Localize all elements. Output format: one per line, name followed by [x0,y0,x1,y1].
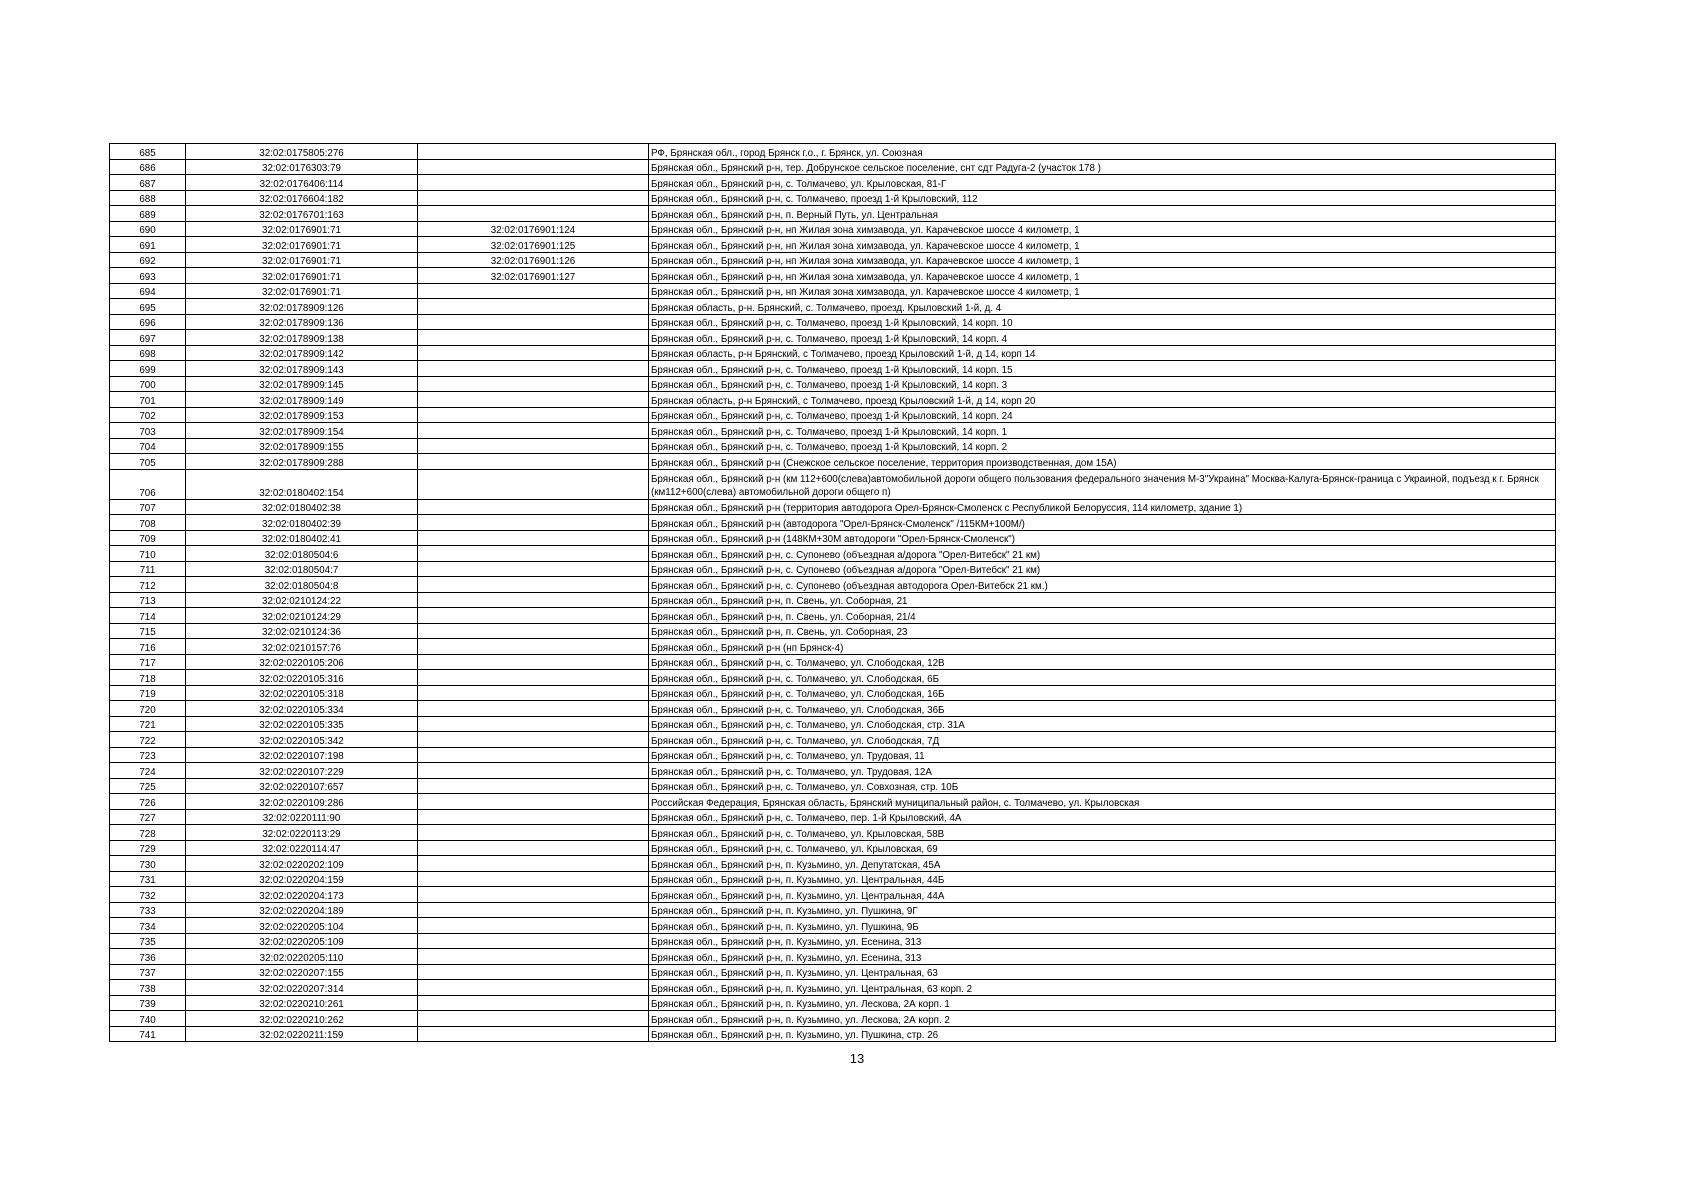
sub-object-number-cell [418,144,649,160]
sub-object-number-cell [418,747,649,763]
table-row [110,159,1556,175]
cadastral-number-cell: 32:02:0176604:182 [186,190,418,206]
table-row [110,639,1556,655]
address-cell: Брянская обл., Брянский р-н, п. Кузьмино, ул. Лескова, 2А корп. 2 [649,1011,1556,1027]
table-row [110,608,1556,624]
sub-object-number-cell [418,732,649,748]
cadastral-number-cell: 32:02:0178909:126 [186,299,418,315]
sub-object-number-cell [418,361,649,377]
row-number-cell: 730 [110,856,186,872]
table-row [110,654,1556,670]
table-row [110,469,1556,499]
sub-object-number-cell [418,499,649,515]
table-row [110,949,1556,965]
cadastral-number-cell: 32:02:0180402:38 [186,499,418,515]
sub-object-number-cell: 32:02:0176901:124 [418,221,649,237]
sub-object-number-cell [418,902,649,918]
table-row [110,175,1556,191]
row-number-cell: 688 [110,190,186,206]
cadastral-number-cell: 32:02:0210124:22 [186,592,418,608]
table-row [110,902,1556,918]
cadastral-number-cell: 32:02:0176901:71 [186,221,418,237]
table-row [110,747,1556,763]
address-cell: Брянская обл., Брянский р-н, п. Кузьмино, ул. Пушкина, 9Б [649,918,1556,934]
address-cell: Брянская обл., Брянский р-н (нп Брянск-4) [649,639,1556,655]
table-row [110,856,1556,872]
address-cell: Брянская обл., Брянский р-н, п. Свень, ул. Соборная, 23 [649,623,1556,639]
cadastral-number-cell: 32:02:0180504:8 [186,577,418,593]
cadastral-number-cell: 32:02:0176406:114 [186,175,418,191]
cadastral-number-cell: 32:02:0178909:142 [186,345,418,361]
row-number-cell: 693 [110,268,186,284]
address-cell: Брянская обл., Брянский р-н, с. Толмачево, ул. Слободская, 36Б [649,701,1556,717]
table-row [110,1011,1556,1027]
row-number-cell: 723 [110,747,186,763]
address-cell: Брянская обл., Брянский р-н, с. Толмачево, ул. Трудовая, 12А [649,763,1556,779]
table-row [110,716,1556,732]
sub-object-number-cell [418,392,649,408]
sub-object-number-cell [418,454,649,470]
table-row [110,221,1556,237]
row-number-cell: 731 [110,871,186,887]
sub-object-number-cell [418,190,649,206]
address-cell: Брянская обл., Брянский р-н, с. Толмачево, проезд 1-й Крыловский, 112 [649,190,1556,206]
sub-object-number-cell [418,608,649,624]
table-row [110,964,1556,980]
sub-object-number-cell: 32:02:0176901:127 [418,268,649,284]
row-number-cell: 734 [110,918,186,934]
cadastral-number-cell: 32:02:0220205:104 [186,918,418,934]
address-cell: Брянская обл., Брянский р-н (Снежское сельское поселение, территория производственная, дом 15А) [649,454,1556,470]
cadastral-number-cell: 32:02:0220204:159 [186,871,418,887]
table-row [110,561,1556,577]
address-cell: Брянская область, р-н Брянский, с Толмачево, проезд Крыловский 1-й, д 14, корп 20 [649,392,1556,408]
sub-object-number-cell [418,345,649,361]
table-row [110,825,1556,841]
cadastral-number-cell: 32:02:0220204:173 [186,887,418,903]
address-cell: Брянская обл., Брянский р-н, п. Кузьмино, ул. Пушкина, 9Г [649,902,1556,918]
row-number-cell: 736 [110,949,186,965]
cadastral-number-cell: 32:02:0178909:288 [186,454,418,470]
sub-object-number-cell [418,1011,649,1027]
sub-object-number-cell [418,887,649,903]
sub-object-number-cell [418,407,649,423]
cadastral-number-cell: 32:02:0180504:7 [186,561,418,577]
sub-object-number-cell [418,314,649,330]
address-cell: Российская Федерация, Брянская область, Брянский муниципальный район, с. Толмачево, ул. Крыловская [649,794,1556,810]
table-row [110,592,1556,608]
address-cell: Брянская обл., Брянский р-н, нп Жилая зона химзавода, ул. Карачевское шоссе 4 километр, 1 [649,283,1556,299]
sub-object-number-cell [418,623,649,639]
cadastral-number-cell: 32:02:0220205:109 [186,933,418,949]
cadastral-number-cell: 32:02:0210157:76 [186,639,418,655]
cadastral-number-cell: 32:02:0220105:342 [186,732,418,748]
cadastral-number-cell: 32:02:0178909:145 [186,376,418,392]
table-row [110,778,1556,794]
address-cell: Брянская обл., Брянский р-н, нп Жилая зона химзавода, ул. Карачевское шоссе 4 километр, 1 [649,252,1556,268]
row-number-cell: 717 [110,654,186,670]
address-cell: РФ, Брянская обл., город Брянск г.о., г. Брянск, ул. Союзная [649,144,1556,160]
address-cell: Брянская обл., Брянский р-н, п. Кузьмино, ул. Есенина, 313 [649,933,1556,949]
sub-object-number-cell: 32:02:0176901:125 [418,237,649,253]
table-row [110,623,1556,639]
sub-object-number-cell [418,825,649,841]
row-number-cell: 720 [110,701,186,717]
table-row [110,530,1556,546]
row-number-cell: 732 [110,887,186,903]
sub-object-number-cell [418,701,649,717]
sub-object-number-cell [418,577,649,593]
table-row [110,546,1556,562]
cadastral-number-cell: 32:02:0220114:47 [186,840,418,856]
cadastral-number-cell: 32:02:0220105:206 [186,654,418,670]
row-number-cell: 735 [110,933,186,949]
table-row [110,577,1556,593]
sub-object-number-cell [418,794,649,810]
sub-object-number-cell [418,778,649,794]
cadastral-number-cell: 32:02:0220204:189 [186,902,418,918]
table-row [110,252,1556,268]
cadastral-number-cell: 32:02:0220105:335 [186,716,418,732]
address-cell: Брянская обл., Брянский р-н, с. Толмачево, ул. Слободская, 7Д [649,732,1556,748]
row-number-cell: 685 [110,144,186,160]
address-cell: Брянская обл., Брянский р-н, с. Толмачево, ул. Слободская, 16Б [649,685,1556,701]
sub-object-number-cell [418,438,649,454]
cadastral-table-body [110,144,1556,1042]
row-number-cell: 729 [110,840,186,856]
cadastral-number-cell: 32:02:0176303:79 [186,159,418,175]
row-number-cell: 699 [110,361,186,377]
row-number-cell: 739 [110,995,186,1011]
sub-object-number-cell [418,871,649,887]
sub-object-number-cell [418,592,649,608]
address-cell: Брянская обл., Брянский р-н, с. Толмачево, ул. Крыловская, 69 [649,840,1556,856]
address-cell: Брянская обл., Брянский р-н, п. Кузьмино, ул. Есенина, 313 [649,949,1556,965]
row-number-cell: 733 [110,902,186,918]
page-number: 13 [849,1051,865,1066]
row-number-cell: 687 [110,175,186,191]
sub-object-number-cell [418,206,649,222]
sub-object-number-cell [418,283,649,299]
row-number-cell: 727 [110,809,186,825]
cadastral-number-cell: 32:02:0220105:316 [186,670,418,686]
table-row [110,314,1556,330]
cadastral-number-cell: 32:02:0210124:29 [186,608,418,624]
cadastral-table [109,143,1556,1042]
sub-object-number-cell [418,376,649,392]
address-cell: Брянская обл., Брянский р-н, с. Толмачево, ул. Слободская, 12В [649,654,1556,670]
table-row [110,407,1556,423]
table-row [110,330,1556,346]
table-row [110,206,1556,222]
address-cell: Брянская обл., Брянский р-н, п. Кузьмино, ул. Депутатская, 45А [649,856,1556,872]
sub-object-number-cell [418,299,649,315]
sub-object-number-cell [418,670,649,686]
row-number-cell: 724 [110,763,186,779]
row-number-cell: 689 [110,206,186,222]
row-number-cell: 728 [110,825,186,841]
row-number-cell: 710 [110,546,186,562]
sub-object-number-cell [418,423,649,439]
table-row [110,1026,1556,1042]
cadastral-number-cell: 32:02:0175805:276 [186,144,418,160]
row-number-cell: 704 [110,438,186,454]
sub-object-number-cell: 32:02:0176901:126 [418,252,649,268]
cadastral-number-cell: 32:02:0220107:229 [186,763,418,779]
sub-object-number-cell [418,933,649,949]
address-cell: Брянская обл., Брянский р-н, п. Кузьмино, ул. Пушкина, стр. 26 [649,1026,1556,1042]
address-cell: Брянская обл., Брянский р-н, п. Свень, ул. Соборная, 21/4 [649,608,1556,624]
address-cell: Брянская обл., Брянский р-н (148КМ+30М автодороги "Орел-Брянск-Смоленск") [649,530,1556,546]
cadastral-number-cell: 32:02:0178909:143 [186,361,418,377]
cadastral-number-cell: 32:02:0220205:110 [186,949,418,965]
address-cell: Брянская обл., Брянский р-н (территория автодорога Орел-Брянск-Смоленск с Республикой Белоруссия, 114 километр, здание 1) [649,499,1556,515]
table-row [110,268,1556,284]
sub-object-number-cell [418,515,649,531]
address-cell: Брянская обл., Брянский р-н, с. Толмачево, проезд 1-й Крыловский, 14 корп. 15 [649,361,1556,377]
cadastral-number-cell: 32:02:0180402:41 [186,530,418,546]
row-number-cell: 692 [110,252,186,268]
cadastral-number-cell: 32:02:0178909:153 [186,407,418,423]
table-row [110,299,1556,315]
address-cell: Брянская обл., Брянский р-н, с. Толмачево, ул. Слободская, 6Б [649,670,1556,686]
address-cell: Брянская обл., Брянский р-н, нп Жилая зона химзавода, ул. Карачевское шоссе 4 километр, 1 [649,237,1556,253]
address-cell: Брянская область, р-н. Брянский, с. Толмачево, проезд. Крыловский 1-й, д. 4 [649,299,1556,315]
row-number-cell: 719 [110,685,186,701]
cadastral-number-cell: 32:02:0180402:154 [186,469,418,499]
row-number-cell: 695 [110,299,186,315]
cadastral-number-cell: 32:02:0176901:71 [186,283,418,299]
cadastral-number-cell: 32:02:0220109:286 [186,794,418,810]
cadastral-number-cell: 32:02:0178909:149 [186,392,418,408]
cadastral-number-cell: 32:02:0220202:109 [186,856,418,872]
row-number-cell: 718 [110,670,186,686]
row-number-cell: 694 [110,283,186,299]
address-cell: Брянская обл., Брянский р-н, нп Жилая зона химзавода, ул. Карачевское шоссе 4 километр, 1 [649,268,1556,284]
row-number-cell: 707 [110,499,186,515]
cadastral-number-cell: 32:02:0220105:334 [186,701,418,717]
address-cell: Брянская область, р-н Брянский, с Толмачево, проезд Крыловский 1-й, д 14, корп 14 [649,345,1556,361]
cadastral-number-cell: 32:02:0178909:154 [186,423,418,439]
sub-object-number-cell [418,716,649,732]
cadastral-number-cell: 32:02:0220210:262 [186,1011,418,1027]
sub-object-number-cell [418,763,649,779]
table-row [110,376,1556,392]
row-number-cell: 713 [110,592,186,608]
address-cell: Брянская обл., Брянский р-н, с. Толмачево, проезд 1-й Крыловский, 14 корп. 2 [649,438,1556,454]
row-number-cell: 726 [110,794,186,810]
table-row [110,685,1556,701]
sub-object-number-cell [418,809,649,825]
cadastral-number-cell: 32:02:0176901:71 [186,268,418,284]
row-number-cell: 716 [110,639,186,655]
address-cell: Брянская обл., Брянский р-н, п. Свень, ул. Соборная, 21 [649,592,1556,608]
table-row [110,438,1556,454]
address-cell: Брянская обл., Брянский р-н, нп Жилая зона химзавода, ул. Карачевское шоссе 4 километр, 1 [649,221,1556,237]
row-number-cell: 711 [110,561,186,577]
sub-object-number-cell [418,469,649,499]
sub-object-number-cell [418,639,649,655]
row-number-cell: 721 [110,716,186,732]
table-row [110,237,1556,253]
sub-object-number-cell [418,530,649,546]
address-cell: Брянская обл., Брянский р-н (автодорога "Орел-Брянск-Смоленск" /115КМ+100М/) [649,515,1556,531]
cadastral-number-cell: 32:02:0176701:163 [186,206,418,222]
sub-object-number-cell [418,654,649,670]
cadastral-number-cell: 32:02:0220107:198 [186,747,418,763]
sub-object-number-cell [418,685,649,701]
sub-object-number-cell [418,546,649,562]
sub-object-number-cell [418,175,649,191]
row-number-cell: 690 [110,221,186,237]
row-number-cell: 714 [110,608,186,624]
row-number-cell: 700 [110,376,186,392]
cadastral-number-cell: 32:02:0220113:29 [186,825,418,841]
address-cell: Брянская обл., Брянский р-н, с. Супонево (объездная а/дорога "Орел-Витебск" 21 км) [649,561,1556,577]
row-number-cell: 703 [110,423,186,439]
address-cell: Брянская обл., Брянский р-н, с. Толмачево, ул. Крыловская, 81-Г [649,175,1556,191]
address-cell: Брянская обл., Брянский р-н, с. Толмачево, проезд 1-й Крыловский, 14 корп. 4 [649,330,1556,346]
address-cell: Брянская обл., Брянский р-н, п. Верный Путь, ул. Центральная [649,206,1556,222]
table-row [110,283,1556,299]
row-number-cell: 702 [110,407,186,423]
cadastral-number-cell: 32:02:0220111:90 [186,809,418,825]
address-cell: Брянская обл., Брянский р-н, с. Толмачево, проезд 1-й Крыловский, 14 корп. 3 [649,376,1556,392]
sub-object-number-cell [418,856,649,872]
cadastral-number-cell: 32:02:0178909:138 [186,330,418,346]
address-cell: Брянская обл., Брянский р-н, п. Кузьмино, ул. Центральная, 44А [649,887,1556,903]
cadastral-number-cell: 32:02:0210124:36 [186,623,418,639]
row-number-cell: 741 [110,1026,186,1042]
row-number-cell: 698 [110,345,186,361]
cadastral-number-cell: 32:02:0178909:136 [186,314,418,330]
address-cell: Брянская обл., Брянский р-н, с. Толмачево, ул. Слободская, стр. 31А [649,716,1556,732]
address-cell: Брянская обл., Брянский р-н, с. Толмачево, проезд 1-й Крыловский, 14 корп. 1 [649,423,1556,439]
table-row [110,190,1556,206]
table-row [110,809,1556,825]
table-row [110,732,1556,748]
sub-object-number-cell [418,330,649,346]
address-cell: Брянская обл., Брянский р-н, тер. Добрунское сельское поселение, снт сдт Радуга-2 (участок 178 ) [649,159,1556,175]
row-number-cell: 691 [110,237,186,253]
row-number-cell: 725 [110,778,186,794]
sub-object-number-cell [418,964,649,980]
address-cell: Брянская обл., Брянский р-н, п. Кузьмино, ул. Центральная, 63 [649,964,1556,980]
address-cell: Брянская обл., Брянский р-н, с. Толмачево, пер. 1-й Крыловский, 4А [649,809,1556,825]
address-cell: Брянская обл., Брянский р-н, с. Толмачево, проезд 1-й Крыловский, 14 корп. 24 [649,407,1556,423]
row-number-cell: 737 [110,964,186,980]
row-number-cell: 709 [110,530,186,546]
table-row [110,392,1556,408]
table-row [110,887,1556,903]
cadastral-number-cell: 32:02:0220105:318 [186,685,418,701]
table-row [110,144,1556,160]
row-number-cell: 697 [110,330,186,346]
cadastral-number-cell: 32:02:0220211:159 [186,1026,418,1042]
cadastral-number-cell: 32:02:0220207:155 [186,964,418,980]
address-cell: Брянская обл., Брянский р-н, с. Толмачево, ул. Трудовая, 11 [649,747,1556,763]
table-row [110,345,1556,361]
address-cell: Брянская обл., Брянский р-н, с. Супонево (объездная автодорога Орел-Витебск 21 км.) [649,577,1556,593]
sub-object-number-cell [418,840,649,856]
sub-object-number-cell [418,949,649,965]
table-row [110,918,1556,934]
table-row [110,980,1556,996]
sub-object-number-cell [418,1026,649,1042]
table-row [110,933,1556,949]
table-row [110,499,1556,515]
table-row [110,871,1556,887]
table-row [110,361,1556,377]
address-cell: Брянская обл., Брянский р-н, с. Толмачево, ул. Крыловская, 58В [649,825,1556,841]
row-number-cell: 738 [110,980,186,996]
table-row [110,515,1556,531]
sub-object-number-cell [418,995,649,1011]
sub-object-number-cell [418,561,649,577]
address-cell: Брянская обл., Брянский р-н, п. Кузьмино, ул. Лескова, 2А корп. 1 [649,995,1556,1011]
address-cell: Брянская обл., Брянский р-н, п. Кузьмино, ул. Центральная, 63 корп. 2 [649,980,1556,996]
address-cell: Брянская обл., Брянский р-н, с. Толмачево, ул. Совхозная, стр. 10Б [649,778,1556,794]
address-cell: Брянская обл., Брянский р-н, с. Супонево (объездная а/дорога "Орел-Витебск" 21 км) [649,546,1556,562]
table-row [110,670,1556,686]
table-row [110,995,1556,1011]
sub-object-number-cell [418,918,649,934]
table-row [110,454,1556,470]
row-number-cell: 740 [110,1011,186,1027]
cadastral-number-cell: 32:02:0180402:39 [186,515,418,531]
row-number-cell: 696 [110,314,186,330]
cadastral-number-cell: 32:02:0220207:314 [186,980,418,996]
row-number-cell: 701 [110,392,186,408]
row-number-cell: 708 [110,515,186,531]
cadastral-number-cell: 32:02:0176901:71 [186,252,418,268]
row-number-cell: 722 [110,732,186,748]
address-cell: Брянская обл., Брянский р-н (км 112+600(слева)автомобильной дороги общего пользования федерального значения М-3"Украина" Москва-Калуга-Брянск-граница с Украиной, подъезд к г. Брянск (км112+600(слева) автомобильной дороги общего п) [649,469,1556,499]
table-row [110,840,1556,856]
row-number-cell: 686 [110,159,186,175]
table-row [110,701,1556,717]
cadastral-number-cell: 32:02:0180504:6 [186,546,418,562]
sub-object-number-cell [418,980,649,996]
address-cell: Брянская обл., Брянский р-н, с. Толмачево, проезд 1-й Крыловский, 14 корп. 10 [649,314,1556,330]
address-cell: Брянская обл., Брянский р-н, п. Кузьмино, ул. Центральная, 44Б [649,871,1556,887]
row-number-cell: 712 [110,577,186,593]
cadastral-number-cell: 32:02:0220107:657 [186,778,418,794]
cadastral-number-cell: 32:02:0220210:261 [186,995,418,1011]
table-row [110,763,1556,779]
cadastral-number-cell: 32:02:0176901:71 [186,237,418,253]
row-number-cell: 706 [110,469,186,499]
table-row [110,794,1556,810]
row-number-cell: 705 [110,454,186,470]
sub-object-number-cell [418,159,649,175]
table-row [110,423,1556,439]
cadastral-number-cell: 32:02:0178909:155 [186,438,418,454]
row-number-cell: 715 [110,623,186,639]
